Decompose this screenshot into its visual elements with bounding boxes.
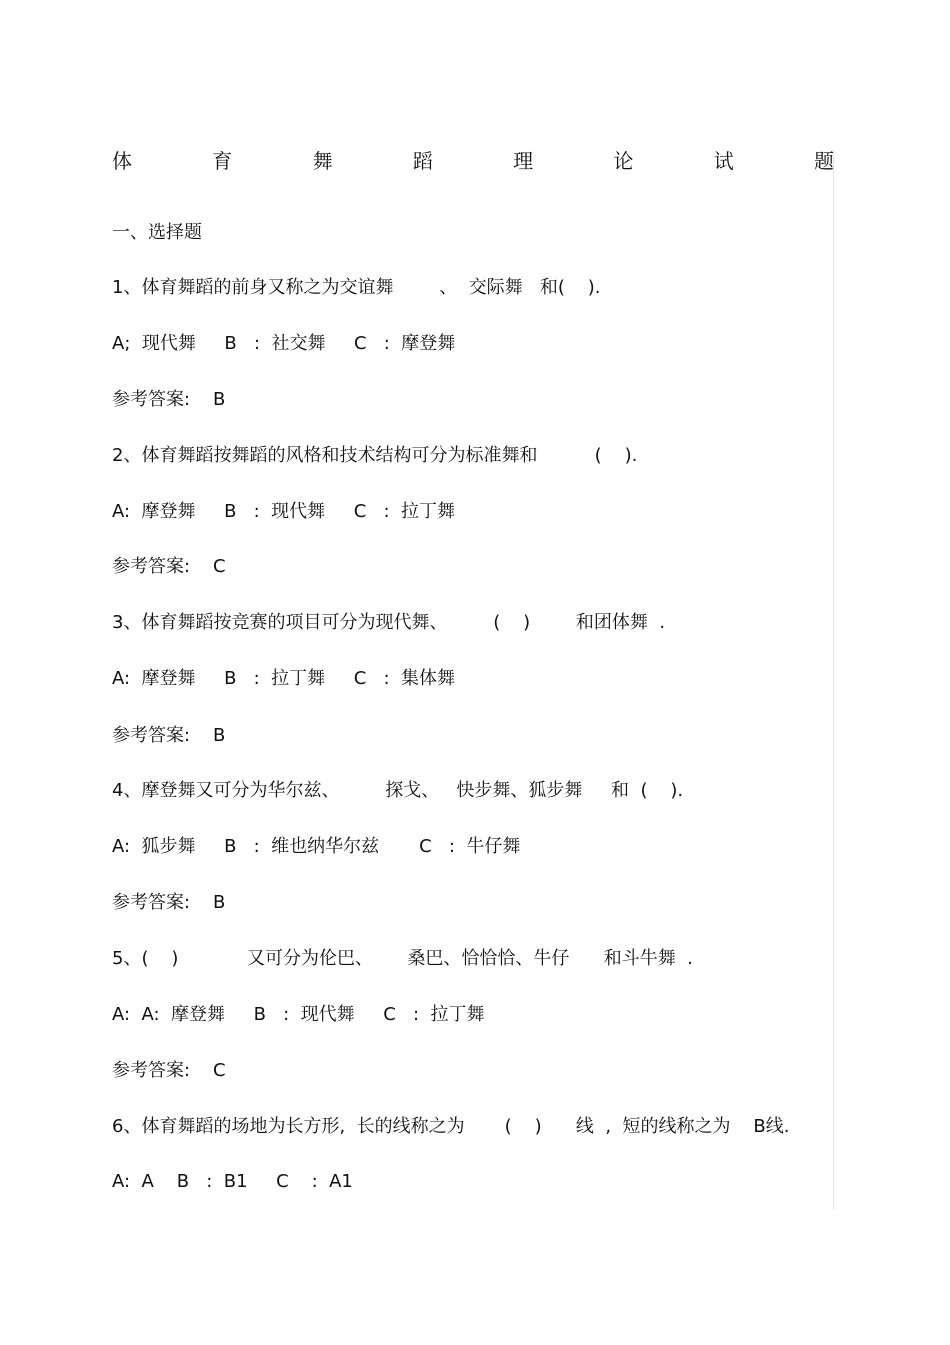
question-3: 3、体育舞蹈按竞赛的项目可分为现代舞、 ( ) 和团体舞 . [112, 612, 666, 633]
title-char: 试 [713, 149, 734, 173]
question-2: 2、体育舞蹈按舞蹈的风格和技术结构可分为标准舞和 ( ). [112, 445, 638, 466]
page-margin-line [833, 150, 834, 1210]
document-title [112, 148, 834, 174]
title-char: 理 [513, 149, 534, 173]
options-6: A: A B : B1 C : A1 [112, 1171, 353, 1192]
title-char: 论 [613, 149, 634, 173]
title-char: 育 [212, 149, 233, 173]
question-6: 6、体育舞蹈的场地为长方形, 长的线称之为 ( ) 线 , 短的线称之为 B线. [112, 1116, 790, 1137]
question-1: 1、体育舞蹈的前身又称之为交谊舞 、 交际舞 和( ). [112, 277, 601, 298]
options-1: A; 现代舞 B : 社交舞 C : 摩登舞 [112, 333, 456, 354]
title-char: 舞 [312, 149, 333, 173]
section-heading: 一、选择题 [112, 222, 202, 243]
answer-5: 参考答案: C [112, 1060, 226, 1081]
answer-4: 参考答案: B [112, 892, 226, 913]
answer-3: 参考答案: B [112, 725, 226, 746]
title-char: 体 [112, 149, 132, 173]
answer-1: 参考答案: B [112, 389, 226, 410]
question-5: 5、( ) 又可分为伦巴、 桑巴、恰恰恰、牛仔 和斗牛舞 . [112, 948, 693, 969]
question-4: 4、摩登舞又可分为华尔兹、 探戈、 快步舞、狐步舞 和 ( ). [112, 780, 684, 801]
options-2: A: 摩登舞 B : 现代舞 C : 拉丁舞 [112, 501, 455, 522]
title-char: 题 [813, 149, 834, 173]
answer-2: 参考答案: C [112, 556, 226, 577]
options-4: A: 狐步舞 B : 维也纳华尔兹 C : 牛仔舞 [112, 836, 521, 857]
options-3: A: 摩登舞 B : 拉丁舞 C : 集体舞 [112, 668, 455, 689]
title-char: 蹈 [412, 149, 433, 173]
options-5: A: A: 摩登舞 B : 现代舞 C : 拉丁舞 [112, 1004, 485, 1025]
